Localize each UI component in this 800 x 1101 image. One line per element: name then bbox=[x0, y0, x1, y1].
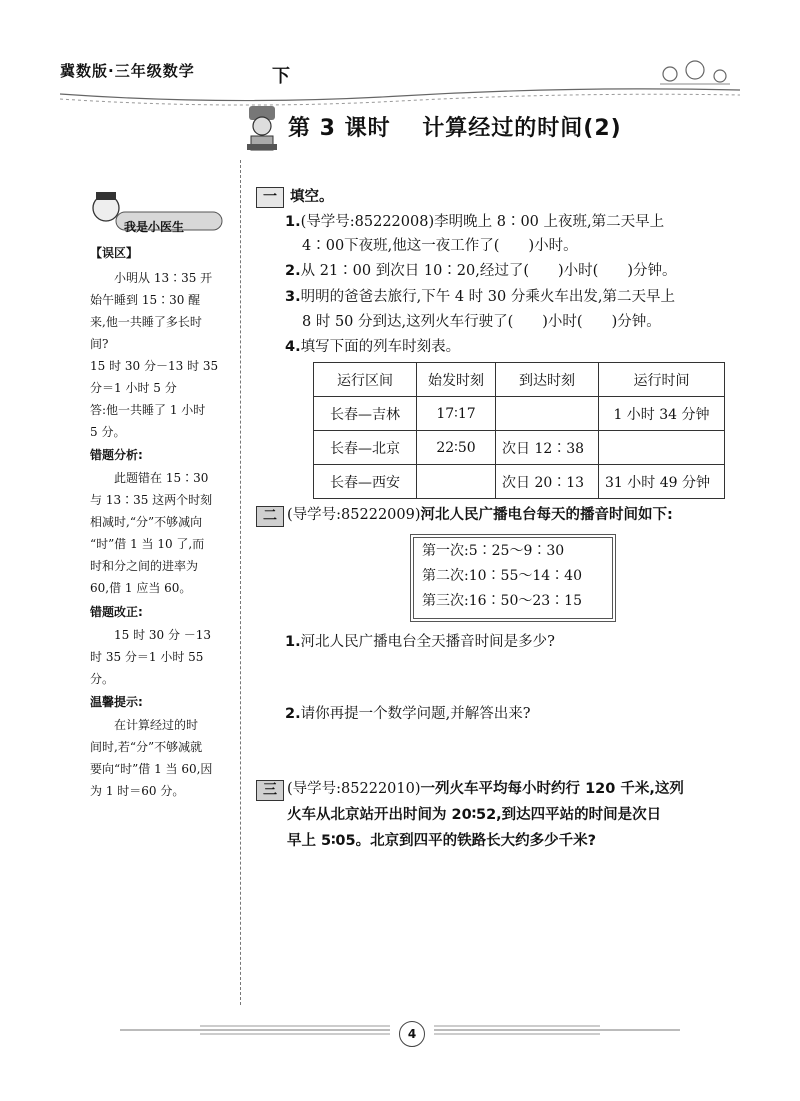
table-cell-blank[interactable] bbox=[599, 431, 725, 465]
section1-title: 填空。 bbox=[290, 189, 334, 205]
q2-number: 2. bbox=[285, 263, 301, 279]
header-cartoon-icon bbox=[640, 52, 740, 92]
q1-line1 bbox=[285, 209, 664, 235]
q4-number: 4. bbox=[285, 339, 301, 355]
table-cell: 1 小时 34 分钟 bbox=[599, 397, 725, 431]
s3-line1 bbox=[287, 776, 684, 802]
schedule-line: 第二次:10∶55～14∶40 bbox=[422, 568, 582, 584]
analysis-line: 此题错在 15∶30 bbox=[114, 471, 209, 485]
table-header: 运行区间 bbox=[314, 363, 417, 397]
analysis-line: “时”借 1 当 10 了,而 bbox=[90, 537, 205, 551]
q3-number: 3. bbox=[285, 289, 301, 305]
section1-number: 一 bbox=[256, 187, 284, 208]
s2-q1 bbox=[285, 629, 555, 655]
book-title: 冀数版·三年级数学 bbox=[60, 62, 195, 80]
table-cell-blank[interactable] bbox=[417, 465, 496, 499]
train-timetable bbox=[313, 362, 725, 499]
correction-line: 15 时 30 分 －13 bbox=[114, 628, 212, 642]
analysis-line: 时和分之间的进率为 bbox=[90, 559, 199, 573]
tip-label: 温馨提示: bbox=[90, 695, 143, 709]
error-line: 来,他一共睡了多长时 bbox=[90, 315, 202, 329]
s3-line2: 火车从北京站开出时间为 20∶52,到达四平站的时间是次日 bbox=[287, 807, 662, 823]
schedule-line: 第一次:5∶25～9∶30 bbox=[422, 543, 565, 559]
table-cell: 次日 12∶38 bbox=[496, 431, 599, 465]
table-cell: 次日 20∶13 bbox=[496, 465, 599, 499]
q4-text: 填写下面的列车时刻表。 bbox=[300, 339, 461, 355]
table-row bbox=[314, 431, 725, 465]
table-cell: 22∶50 bbox=[417, 431, 496, 465]
tip-text bbox=[90, 714, 235, 802]
table-header: 始发时刻 bbox=[417, 363, 496, 397]
tip-line: 要向“时”借 1 当 60,因 bbox=[90, 762, 213, 776]
q3-text-line1: 明明的爸爸去旅行,下午 4 时 30 分乘火车出发,第二天早上 bbox=[300, 289, 675, 305]
q1-text-line2: 4∶00下夜班,他这一夜工作了( )小时。 bbox=[302, 238, 578, 254]
table-row bbox=[314, 465, 725, 499]
error-line: 分＝1 小时 5 分 bbox=[90, 381, 177, 395]
tip-line: 为 1 时＝60 分。 bbox=[90, 784, 185, 798]
q3-text-line2: 8 时 50 分到达,这列火车行驶了( )小时( )分钟。 bbox=[302, 314, 661, 330]
table-cell: 17∶17 bbox=[417, 397, 496, 431]
teacher-icon bbox=[245, 104, 279, 156]
analysis-line: 相减时,“分”不够减向 bbox=[90, 515, 203, 529]
correction-text bbox=[90, 624, 235, 690]
table-header-row bbox=[314, 363, 725, 397]
s2-q2-text: 请你再提一个数学问题,并解答出来? bbox=[300, 706, 531, 722]
table-cell: 长春—西安 bbox=[314, 465, 417, 499]
q4-line1 bbox=[285, 334, 460, 360]
table-cell: 31 小时 49 分钟 bbox=[599, 465, 725, 499]
s2-q2 bbox=[285, 701, 531, 727]
s3-line1-text: 一列火车平均每小时约行 120 千米,这列 bbox=[420, 781, 684, 797]
tip-line: 间时,若“分”不够减就 bbox=[90, 740, 203, 754]
correction-line: 分。 bbox=[90, 672, 115, 686]
error-line: 答:他一共睡了 1 小时 bbox=[90, 403, 206, 417]
q3-line1 bbox=[285, 284, 675, 310]
error-line: 小明从 13∶35 开 bbox=[114, 271, 213, 285]
analysis-label: 错题分析: bbox=[90, 448, 143, 462]
analysis-line: 60,借 1 应当 60。 bbox=[90, 581, 192, 595]
correction-label: 错题改正: bbox=[90, 605, 143, 619]
section3-number: 三 bbox=[256, 780, 284, 801]
header-wave-decoration bbox=[60, 72, 740, 112]
s2-q1-number: 1. bbox=[285, 634, 301, 650]
error-line: 始午睡到 15∶30 醒 bbox=[90, 293, 201, 307]
q1-number: 1. bbox=[285, 214, 301, 230]
section2-ref: (导学号:85222009) bbox=[287, 507, 421, 523]
s3-ref: (导学号:85222010) bbox=[287, 781, 421, 797]
s3-line3: 早上 5∶05。北京到四平的铁路长大约多少千米? bbox=[287, 833, 596, 849]
schedule-line: 第三次:16∶50～23∶15 bbox=[422, 593, 582, 609]
section2-intro-text: 河北人民广播电台每天的播音时间如下: bbox=[420, 507, 673, 523]
q2-line1 bbox=[285, 258, 676, 284]
s2-q2-number: 2. bbox=[285, 706, 301, 722]
lesson-title: 第 3 课时 计算经过的时间(2) bbox=[288, 116, 622, 141]
section2-number: 二 bbox=[256, 506, 284, 527]
error-text bbox=[90, 267, 235, 443]
q2-text: 从 21∶00 到次日 10∶20,经过了( )小时( )分钟。 bbox=[300, 263, 677, 279]
table-cell: 长春—吉林 bbox=[314, 397, 417, 431]
error-label: 【误区】 bbox=[90, 246, 139, 260]
table-header: 到达时刻 bbox=[496, 363, 599, 397]
section2-intro bbox=[287, 502, 673, 528]
volume-label: 下 bbox=[272, 66, 290, 87]
tip-line: 在计算经过的时 bbox=[114, 718, 199, 732]
q1-text-line1: (导学号:85222008)李明晚上 8∶00 上夜班,第二天早上 bbox=[300, 214, 665, 230]
table-row bbox=[314, 397, 725, 431]
correction-line: 时 35 分＝1 小时 55 bbox=[90, 650, 204, 664]
column-divider bbox=[240, 160, 241, 1005]
error-line: 间? bbox=[90, 337, 109, 351]
s2-q1-text: 河北人民广播电台全天播音时间是多少? bbox=[300, 634, 555, 650]
table-cell-blank[interactable] bbox=[496, 397, 599, 431]
error-line: 5 分。 bbox=[90, 425, 126, 439]
analysis-line: 与 13∶35 这两个时刻 bbox=[90, 493, 213, 507]
sidebar-badge-label: 我是小医生 bbox=[124, 220, 185, 234]
table-header: 运行时间 bbox=[599, 363, 725, 397]
analysis-text bbox=[90, 467, 235, 599]
error-line: 15 时 30 分－13 时 35 bbox=[90, 359, 219, 373]
table-cell: 长春—北京 bbox=[314, 431, 417, 465]
page-number: 4 bbox=[399, 1021, 425, 1047]
